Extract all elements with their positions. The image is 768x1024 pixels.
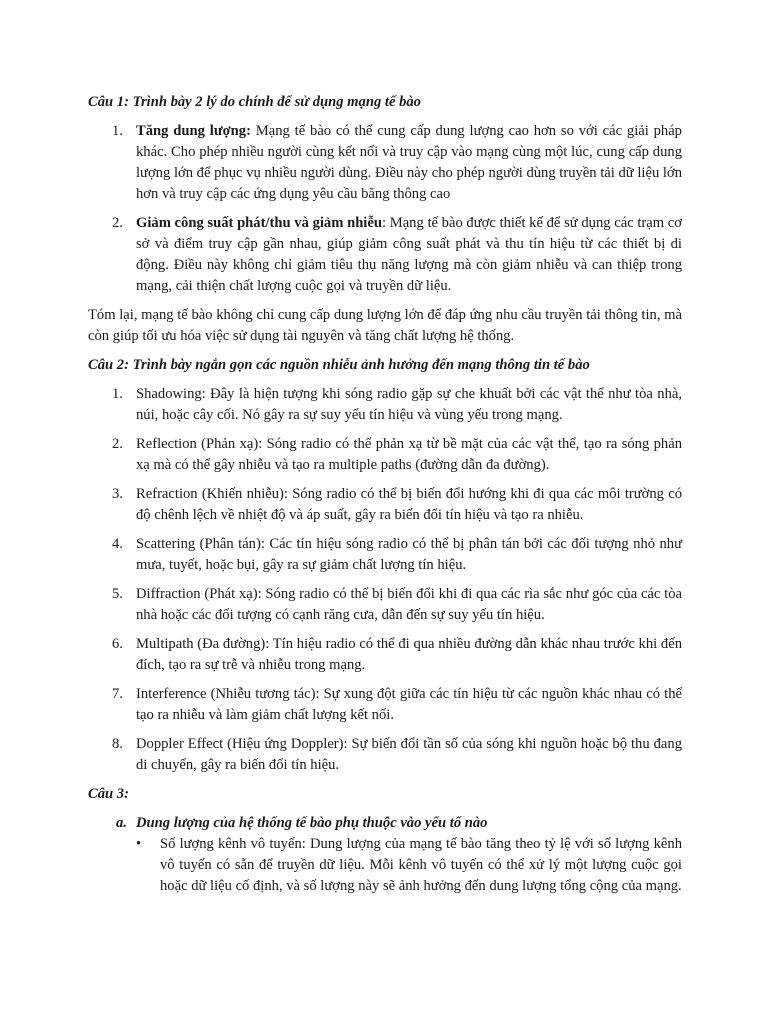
question-1-title: Câu 1: Trình bày 2 lý do chính để sử dụng mạng tế bào — [88, 94, 421, 110]
item-number: 5. — [112, 586, 123, 602]
subquestion-heading — [88, 813, 682, 834]
question-1-summary: Tóm lại, mạng tế bào không chỉ cung cấp dung lượng lớn để đáp ứng nhu cầu truyền tải thông tin, mà còn giúp tối ưu hóa việc sử dụng tài nguyên và tăng chất lượng hệ thống. — [88, 307, 682, 344]
item-text: : Mạng tế bào được thiết kế để sử dụng các trạm cơ sở và điểm truy cập gần nhau, giúp giảm công suất phát và thu tín hiệu từ các thiết bị di động. Điều này không chỉ giảm tiêu thụ năng lượng mà còn giảm nhiễu và can thiệp trong mạng, cải thiện chất lượng cuộc gọi và truyền dữ liệu. — [136, 215, 682, 294]
list-item — [88, 584, 682, 626]
item-text: Reflection (Phản xạ): Sóng radio có thể phản xạ từ bề mặt của các vật thể, tạo ra sóng phản xạ mà có thể gây nhiễu và tạo ra multiple paths (đường dẫn đa đường). — [136, 436, 682, 473]
item-number: 2. — [112, 215, 123, 231]
list-item — [88, 484, 682, 526]
question-2-title: Câu 2: Trình bày ngắn gọn các nguồn nhiễu ảnh hưởng đến mạng thông tin tế bào — [88, 357, 590, 373]
bullet-text: Số lượng kênh vô tuyến: Dung lượng của mạng tế bào tăng theo tỷ lệ với số lượng kênh vô tuyến có sẵn để truyền dữ liệu. Mỗi kênh vô tuyến có thể xử lý một lượng cuộc gọi hoặc dữ liệu cố định, và số lượng này sẽ ảnh hưởng đến dung lượng tổng cộng của mạng. — [160, 836, 682, 894]
bullet-icon: • — [136, 836, 142, 852]
item-number: 7. — [112, 686, 123, 702]
item-number: 8. — [112, 736, 123, 752]
item-number: 3. — [112, 486, 123, 502]
list-item — [88, 734, 682, 776]
item-text: Multipath (Đa đường): Tín hiệu radio có thể đi qua nhiều đường dẫn khác nhau trước khi đến đích, tạo ra sự trễ và nhiễu trong mạng. — [136, 636, 682, 673]
list-item — [88, 634, 682, 676]
item-text: Refraction (Khiến nhiễu): Sóng radio có thể bị biến đổi hướng khi đi qua các môi trường có độ chênh lệch về nhiệt độ và áp suất, gây ra biến đổi tín hiệu và tạo ra nhiễu. — [136, 486, 682, 523]
item-text: Diffraction (Phát xạ): Sóng radio có thể bị biến đổi khi đi qua các rìa sắc như góc của các tòa nhà hoặc các đối tượng có cạnh răng cưa, dẫn đến sự suy yếu tín hiệu. — [136, 586, 682, 623]
question-2-list — [88, 384, 682, 776]
list-item — [88, 684, 682, 726]
subquestion-title: Dung lượng của hệ thống tế bào phụ thuộc vào yếu tố nào — [136, 815, 488, 831]
item-text: Doppler Effect (Hiệu ứng Doppler): Sự biến đổi tần số của sóng khi nguồn hoặc bộ thu đang di chuyển, gây ra biến đổi tín hiệu. — [136, 736, 682, 773]
item-number: 2. — [112, 436, 123, 452]
subquestion-letter: a. — [116, 815, 127, 831]
item-lead: Giảm công suất phát/thu và giảm nhiễu — [136, 215, 382, 231]
list-item — [88, 534, 682, 576]
question-3-title: Câu 3: — [88, 786, 129, 802]
item-text: Mạng tế bào có thể cung cấp dung lượng cao hơn so với các giải pháp khác. Cho phép nhiều người cùng kết nối và truy cập vào mạng cùng một lúc, cung cấp dung lượng lớn để phục vụ nhiều người dùng. Điều này cho phép người dùng truyền tải dữ liệu lớn hơn và truy cập các ứng dụng yêu cầu băng thông cao — [136, 123, 682, 202]
item-number: 1. — [112, 386, 123, 402]
item-number: 1. — [112, 123, 123, 139]
item-text: Scattering (Phân tán): Các tín hiệu sóng radio có thể bị phân tán bởi các đối tượng nhỏ như mưa, tuyết, hoặc bụi, gây ra sự giảm chất lượng tín hiệu. — [136, 536, 682, 573]
list-item — [88, 384, 682, 426]
list-item — [88, 213, 682, 297]
question-3-section — [88, 813, 682, 897]
question-1-list — [88, 121, 682, 297]
list-item — [88, 434, 682, 476]
item-number: 4. — [112, 536, 123, 552]
item-text: Shadowing: Đây là hiện tượng khi sóng radio gặp sự che khuất bởi các vật thể như tòa nhà, núi, hoặc cây cối. Nó gây ra sự suy yếu tín hiệu và vùng yếu trong mạng. — [136, 386, 682, 423]
list-item — [88, 121, 682, 205]
bullet-item — [88, 834, 682, 897]
item-text: Interference (Nhiễu tương tác): Sự xung đột giữa các tín hiệu từ các nguồn khác nhau có thể tạo ra nhiễu và làm giảm chất lượng kết nối. — [136, 686, 682, 723]
item-lead: Tăng dung lượng: — [136, 123, 251, 139]
item-number: 6. — [112, 636, 123, 652]
